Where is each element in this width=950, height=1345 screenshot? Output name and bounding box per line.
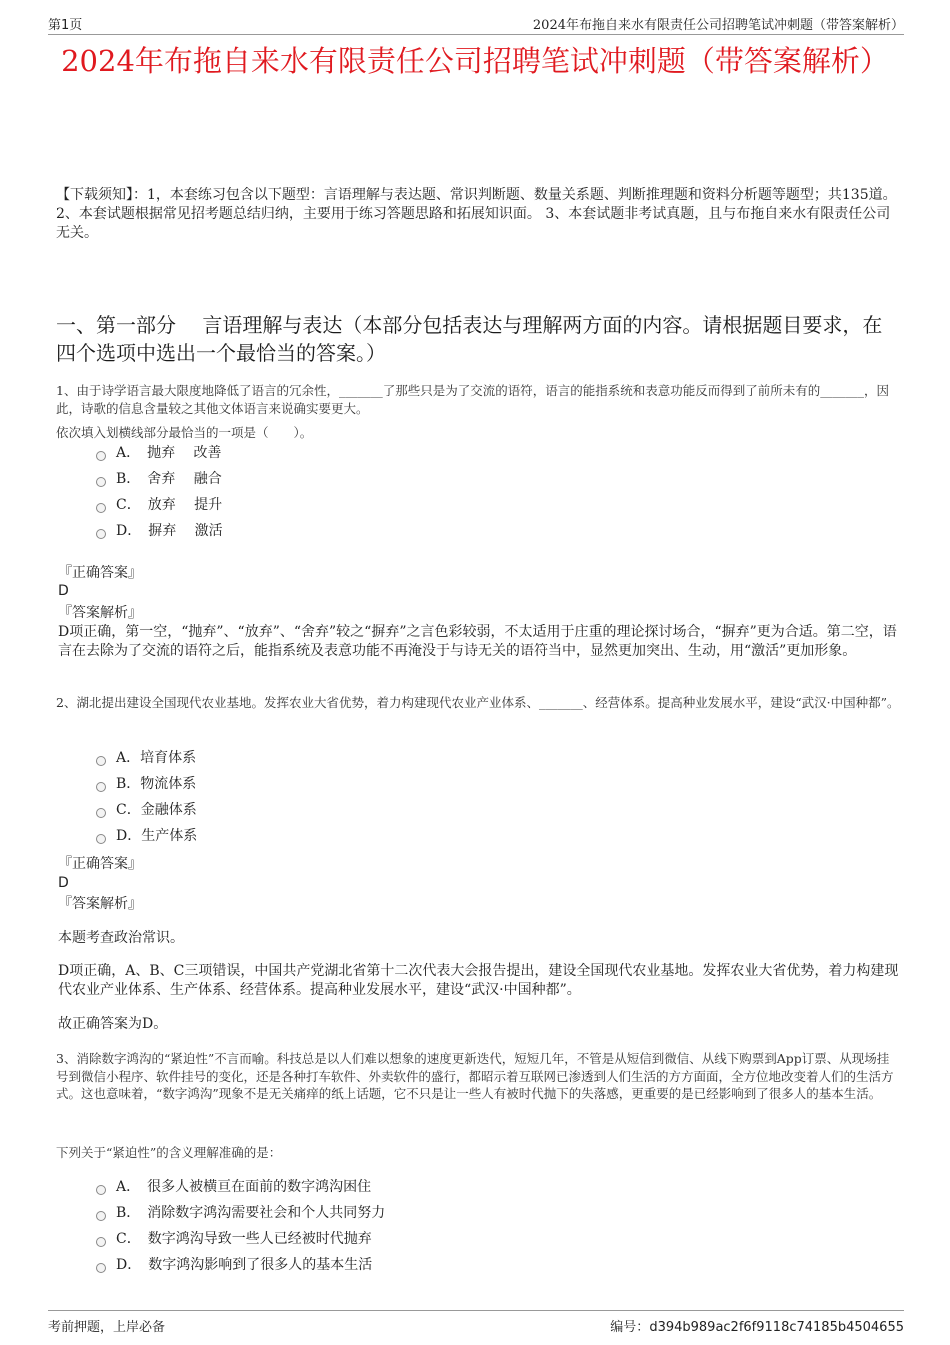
footer-code bbox=[610, 1316, 904, 1335]
section-title: 一、第一部分 言语理解与表达（本部分包括表达与理解两方面的内容。请根据题目要求，在四个选项中选出一个最恰当的答案。） bbox=[56, 313, 883, 365]
question-1-prompt: 依次填入划横线部分最恰当的一项是（ ）。 bbox=[56, 425, 313, 440]
q1-option-a[interactable]: A． 抛弃 改善 bbox=[96, 440, 223, 466]
radio-icon[interactable] bbox=[96, 782, 106, 792]
download-notice: 【下载须知】：1，本套练习包含以下题型：言语理解与表达题、常识判断题、数量关系题、判断推理题和资料分析题等题型；共135道。 2、本套试题根据常见招考题总结归纳，主要用于练习答题思路和拓展知识面。 3、本套试题非考试真题，且与布拖自来水有限责任公司无关。 bbox=[56, 187, 897, 241]
radio-icon[interactable] bbox=[96, 1211, 106, 1221]
q1-answer-label: 『正确答案』 bbox=[58, 565, 142, 581]
question-3-options bbox=[96, 1174, 385, 1278]
q2-answer-label: 『正确答案』 bbox=[58, 856, 142, 872]
question-1-stem: 1、由于诗学语言最大限度地降低了语言的冗余性，_______了那些只是为了交流的语符，语言的能指系统和表意功能反而得到了前所未有的_______，因此，诗歌的信息含量较之其他文体语言来说确实要更大。 bbox=[56, 383, 889, 416]
radio-icon[interactable] bbox=[96, 808, 106, 818]
q2-analysis-p3: 故正确答案为D。 bbox=[58, 1016, 168, 1032]
radio-icon[interactable] bbox=[96, 756, 106, 766]
question-2-stem: 2、湖北提出建设全国现代农业基地。发挥农业大省优势，着力构建现代农业产业体系、_______、经营体系。提高种业发展水平，建设“武汉·中国种都”。 bbox=[56, 695, 900, 710]
page-number: 第1页 bbox=[48, 18, 83, 33]
document-title: 2024年布拖自来水有限责任公司招聘笔试冲刺题（带答案解析） bbox=[61, 44, 889, 78]
q2-analysis-p2: D项正确，A、B、C三项错误，中国共产党湖北省第十二次代表大会报告提出，建设全国现代农业基地。发挥农业大省优势，着力构建现代农业产业体系、生产体系、经营体系。提高种业发展水平，建设“武汉·中国种都”。 bbox=[58, 963, 899, 998]
q1-option-b[interactable]: B． 舍弃 融合 bbox=[96, 466, 223, 492]
q1-analysis: D项正确，第一空，“抛弃”、“放弃”、“舍弃”较之“摒弃”之言色彩较弱，不太适用于庄重的理论探讨场合，“摒弃”更为合适。第二空，语言在去除为了交流的语符之后，能指系统及表意功能不再淹没于与诗无关的语符当中，显然更加突出、生动，用“激活”更加形象。 bbox=[58, 624, 897, 659]
question-3-stem: 3、消除数字鸿沟的“紧迫性”不言而喻。科技总是以人们难以想象的速度更新迭代，短短几年，不管是从短信到微信、从线下购票到App订票、从现场挂号到微信小程序、软件挂号的变化，还是各种打车软件、外卖软件的盛行，都昭示着互联网已渗透到人们生活的方方面面，全方位地改变着人们的生活方式。这也意味着，“数字鸿沟”现象不是无关痛痒的纸上话题，它不只是让一些人有被时代抛下的失落感，更重要的是已经影响到了很多人的基本生活。 bbox=[56, 1051, 894, 1101]
footer-slogan: 考前押题，上岸必备 bbox=[48, 1320, 166, 1335]
footer-code-value: d394b989ac2f6f9118c74185b4504655 bbox=[649, 1320, 904, 1335]
page-footer bbox=[48, 1310, 904, 1336]
radio-icon[interactable] bbox=[96, 1185, 106, 1195]
q2-option-a[interactable]: A．培育体系 bbox=[96, 745, 197, 771]
header-doc-title: 2024年布拖自来水有限责任公司招聘笔试冲刺题（带答案解析） bbox=[532, 18, 904, 33]
radio-icon[interactable] bbox=[96, 477, 106, 487]
radio-icon[interactable] bbox=[96, 503, 106, 513]
q2-option-b[interactable]: B．物流体系 bbox=[96, 771, 197, 797]
footer-code-label: 编号： bbox=[610, 1320, 650, 1335]
q1-answer: D bbox=[58, 583, 69, 599]
q3-option-c[interactable]: C． 数字鸿沟导致一些人已经被时代抛弃 bbox=[96, 1226, 385, 1252]
question-3-prompt: 下列关于“紧迫性”的含义理解准确的是： bbox=[56, 1145, 282, 1160]
radio-icon[interactable] bbox=[96, 1237, 106, 1247]
radio-icon[interactable] bbox=[96, 1263, 106, 1273]
q2-option-d[interactable]: D．生产体系 bbox=[96, 823, 197, 849]
radio-icon[interactable] bbox=[96, 451, 106, 461]
q1-option-c[interactable]: C． 放弃 提升 bbox=[96, 492, 223, 518]
page-header bbox=[48, 14, 904, 35]
q3-option-b[interactable]: B． 消除数字鸿沟需要社会和个人共同努力 bbox=[96, 1200, 385, 1226]
radio-icon[interactable] bbox=[96, 529, 106, 539]
q3-option-a[interactable]: A． 很多人被横亘在面前的数字鸿沟困住 bbox=[96, 1174, 385, 1200]
question-1-options bbox=[96, 440, 223, 544]
q1-analysis-label: 『答案解析』 bbox=[58, 605, 142, 621]
q2-option-c[interactable]: C．金融体系 bbox=[96, 797, 197, 823]
radio-icon[interactable] bbox=[96, 834, 106, 844]
q3-option-d[interactable]: D． 数字鸿沟影响到了很多人的基本生活 bbox=[96, 1252, 385, 1278]
q2-analysis-label: 『答案解析』 bbox=[58, 896, 142, 912]
q2-answer: D bbox=[58, 875, 69, 891]
q1-option-d[interactable]: D． 摒弃 激活 bbox=[96, 518, 223, 544]
question-2-options bbox=[96, 745, 197, 849]
q2-analysis-p1: 本题考查政治常识。 bbox=[58, 930, 184, 946]
